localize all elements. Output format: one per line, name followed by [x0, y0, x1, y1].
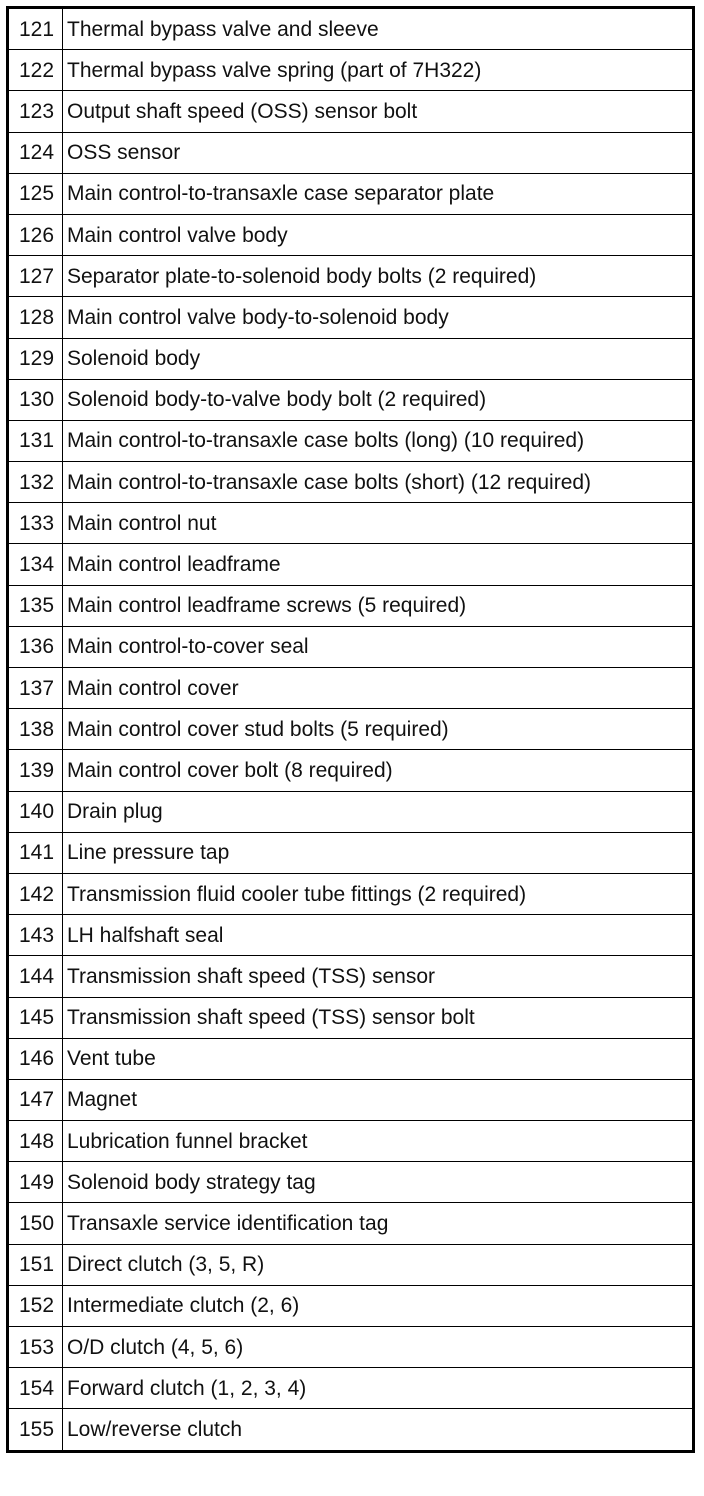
part-number-cell: 123	[8, 91, 63, 132]
part-description-cell: Solenoid body strategy tag	[63, 1162, 694, 1203]
part-description-cell: Transmission shaft speed (TSS) sensor bolt	[63, 997, 694, 1038]
table-row	[8, 750, 694, 791]
part-number-cell: 141	[8, 832, 63, 873]
part-description-cell: Main control leadframe screws (5 required)	[63, 585, 694, 626]
table-row	[8, 1121, 694, 1162]
part-number-cell: 136	[8, 626, 63, 667]
part-description-cell: Drain plug	[63, 791, 694, 832]
table-row	[8, 544, 694, 585]
part-description-cell: O/D clutch (4, 5, 6)	[63, 1327, 694, 1368]
table-row	[8, 1038, 694, 1079]
table-row	[8, 1203, 694, 1244]
part-description-cell: Line pressure tap	[63, 832, 694, 873]
table-row	[8, 668, 694, 709]
part-number-cell: 151	[8, 1244, 63, 1285]
part-description-cell: Main control valve body	[63, 214, 694, 255]
table-row	[8, 338, 694, 379]
part-description-cell: OSS sensor	[63, 132, 694, 173]
part-description-cell: Main control cover stud bolts (5 required)	[63, 709, 694, 750]
part-number-cell: 142	[8, 873, 63, 914]
table-row	[8, 50, 694, 91]
part-number-cell: 137	[8, 668, 63, 709]
part-description-cell: Solenoid body-to-valve body bolt (2 required)	[63, 379, 694, 420]
part-number-cell: 127	[8, 256, 63, 297]
part-description-cell: Main control nut	[63, 503, 694, 544]
part-description-cell: Separator plate-to-solenoid body bolts (2 required)	[63, 256, 694, 297]
table-row	[8, 915, 694, 956]
table-row	[8, 1409, 694, 1451]
table-row	[8, 214, 694, 255]
part-number-cell: 131	[8, 420, 63, 461]
part-number-cell: 139	[8, 750, 63, 791]
part-description-cell: LH halfshaft seal	[63, 915, 694, 956]
part-description-cell: Main control cover bolt (8 required)	[63, 750, 694, 791]
part-number-cell: 128	[8, 297, 63, 338]
part-number-cell: 125	[8, 173, 63, 214]
part-number-cell: 121	[8, 8, 63, 50]
part-number-cell: 143	[8, 915, 63, 956]
table-row	[8, 1368, 694, 1409]
table-row	[8, 420, 694, 461]
part-number-cell: 149	[8, 1162, 63, 1203]
part-description-cell: Output shaft speed (OSS) sensor bolt	[63, 91, 694, 132]
part-number-cell: 150	[8, 1203, 63, 1244]
part-description-cell: Intermediate clutch (2, 6)	[63, 1285, 694, 1326]
part-number-cell: 148	[8, 1121, 63, 1162]
part-description-cell: Transaxle service identification tag	[63, 1203, 694, 1244]
table-row	[8, 1327, 694, 1368]
part-number-cell: 126	[8, 214, 63, 255]
part-description-cell: Transmission fluid cooler tube fittings (2 required)	[63, 873, 694, 914]
table-row	[8, 132, 694, 173]
part-number-cell: 124	[8, 132, 63, 173]
table-row	[8, 462, 694, 503]
part-number-cell: 153	[8, 1327, 63, 1368]
parts-legend-table	[6, 6, 695, 1453]
part-number-cell: 135	[8, 585, 63, 626]
part-description-cell: Forward clutch (1, 2, 3, 4)	[63, 1368, 694, 1409]
table-row	[8, 1285, 694, 1326]
part-number-cell: 146	[8, 1038, 63, 1079]
part-number-cell: 129	[8, 338, 63, 379]
table-row	[8, 256, 694, 297]
part-description-cell: Main control cover	[63, 668, 694, 709]
part-description-cell: Magnet	[63, 1079, 694, 1120]
part-description-cell: Main control valve body-to-solenoid body	[63, 297, 694, 338]
table-row	[8, 956, 694, 997]
part-number-cell: 132	[8, 462, 63, 503]
part-number-cell: 134	[8, 544, 63, 585]
table-row	[8, 1079, 694, 1120]
part-description-cell: Thermal bypass valve spring (part of 7H322)	[63, 50, 694, 91]
table-row	[8, 585, 694, 626]
part-number-cell: 155	[8, 1409, 63, 1451]
part-number-cell: 152	[8, 1285, 63, 1326]
table-row	[8, 997, 694, 1038]
table-row	[8, 297, 694, 338]
table-row	[8, 791, 694, 832]
parts-legend-body	[8, 8, 694, 1452]
table-row	[8, 503, 694, 544]
part-description-cell: Transmission shaft speed (TSS) sensor	[63, 956, 694, 997]
part-description-cell: Lubrication funnel bracket	[63, 1121, 694, 1162]
part-description-cell: Main control-to-cover seal	[63, 626, 694, 667]
part-number-cell: 122	[8, 50, 63, 91]
table-row	[8, 873, 694, 914]
part-description-cell: Thermal bypass valve and sleeve	[63, 8, 694, 50]
part-number-cell: 130	[8, 379, 63, 420]
part-description-cell: Low/reverse clutch	[63, 1409, 694, 1451]
part-number-cell: 154	[8, 1368, 63, 1409]
table-row	[8, 709, 694, 750]
table-row	[8, 91, 694, 132]
table-row	[8, 173, 694, 214]
part-number-cell: 145	[8, 997, 63, 1038]
part-number-cell: 133	[8, 503, 63, 544]
part-description-cell: Direct clutch (3, 5, R)	[63, 1244, 694, 1285]
part-number-cell: 144	[8, 956, 63, 997]
part-number-cell: 140	[8, 791, 63, 832]
part-description-cell: Main control-to-transaxle case bolts (short) (12 required)	[63, 462, 694, 503]
part-number-cell: 147	[8, 1079, 63, 1120]
table-row	[8, 832, 694, 873]
part-description-cell: Main control-to-transaxle case separator plate	[63, 173, 694, 214]
table-row	[8, 626, 694, 667]
table-row	[8, 1244, 694, 1285]
part-description-cell: Solenoid body	[63, 338, 694, 379]
part-number-cell: 138	[8, 709, 63, 750]
table-row	[8, 379, 694, 420]
part-description-cell: Main control leadframe	[63, 544, 694, 585]
table-row	[8, 1162, 694, 1203]
part-description-cell: Vent tube	[63, 1038, 694, 1079]
table-row	[8, 8, 694, 50]
part-description-cell: Main control-to-transaxle case bolts (long) (10 required)	[63, 420, 694, 461]
